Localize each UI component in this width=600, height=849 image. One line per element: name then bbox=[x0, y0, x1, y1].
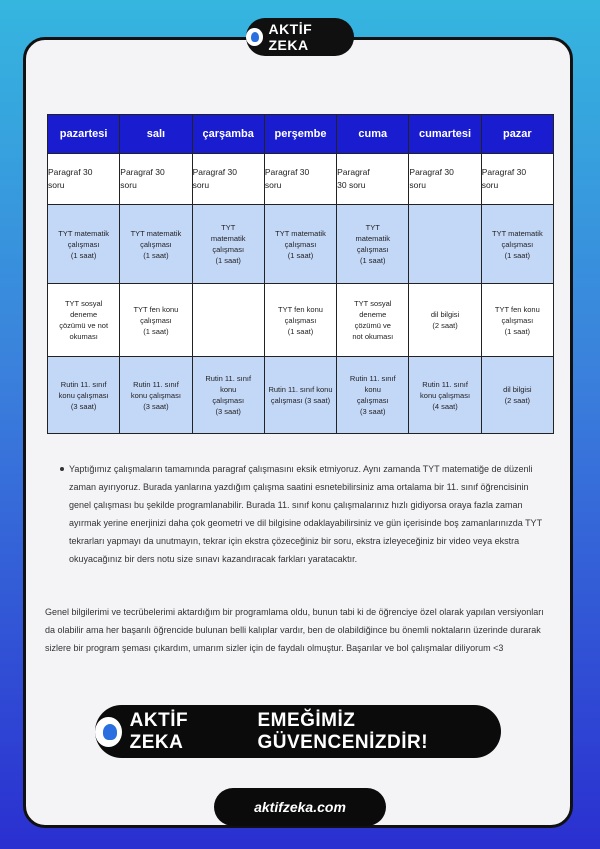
cell-text: Paragraf 30 soru bbox=[264, 167, 310, 190]
table-cell bbox=[337, 284, 409, 357]
table-cell bbox=[48, 284, 120, 357]
table-cell bbox=[409, 154, 481, 205]
table-header-row bbox=[48, 115, 554, 154]
cell-text: TYT matematik çalışması (1 saat) bbox=[58, 228, 109, 260]
table-cell bbox=[481, 154, 553, 205]
table-cell bbox=[264, 357, 336, 434]
header-day: perşembe bbox=[264, 115, 336, 154]
table-cell bbox=[192, 284, 264, 357]
cell-text: Paragraf 30 soru bbox=[192, 167, 237, 190]
cell-text: Rutin 11. sınıf konu çalışması (3 saat) bbox=[349, 374, 396, 416]
bullet-dot-icon bbox=[60, 467, 64, 471]
cell-text: Paragraf 30 soru bbox=[481, 167, 527, 190]
website-link[interactable] bbox=[214, 788, 386, 826]
weekly-schedule-table bbox=[47, 114, 554, 434]
cell-text: Paragraf 30 soru bbox=[120, 167, 165, 190]
brain-icon bbox=[95, 717, 122, 747]
table-row bbox=[48, 205, 554, 284]
table-cell bbox=[409, 357, 481, 434]
header-day: cuma bbox=[337, 115, 409, 154]
header-day: cumartesi bbox=[409, 115, 481, 154]
cell-text: TYT fen konu çalışması (1 saat) bbox=[494, 304, 540, 336]
table-row bbox=[48, 284, 554, 357]
cell-text: dil bilgisi (2 saat) bbox=[430, 310, 460, 330]
cell-text: Rutin 11. sınıf konu çalışması (3 saat) bbox=[268, 385, 333, 405]
table-cell bbox=[120, 154, 192, 205]
cell-text: TYT matematik çalışması (1 saat) bbox=[355, 223, 391, 265]
header-day: salı bbox=[120, 115, 192, 154]
table-cell bbox=[120, 205, 192, 284]
cell-text: Paragraf 30 soru bbox=[48, 167, 93, 190]
table-cell bbox=[264, 205, 336, 284]
cell-text: TYT fen konu çalışması (1 saat) bbox=[278, 304, 323, 336]
table-cell bbox=[409, 205, 481, 284]
banner-brand: AKTİF ZEKA bbox=[129, 709, 189, 753]
cell-text: TYT matematik çalışması (1 saat) bbox=[491, 228, 543, 260]
cell-text: dil bilgisi (2 saat) bbox=[503, 385, 532, 405]
table-cell bbox=[337, 154, 409, 205]
table-cell bbox=[409, 284, 481, 357]
cell-text: TYT matematik çalışması (1 saat) bbox=[210, 223, 246, 265]
cell-text: Rutin 11. sınıf konu çalışması (3 saat) bbox=[130, 379, 181, 411]
table-cell bbox=[481, 357, 553, 434]
table-cell bbox=[192, 154, 264, 205]
table-cell bbox=[264, 154, 336, 205]
header-day: çarşamba bbox=[192, 115, 264, 154]
top-logo-text: AKTİF ZEKA bbox=[268, 21, 313, 53]
table-cell bbox=[481, 284, 553, 357]
cell-text: TYT sosyal deneme çözümü ve not okuması bbox=[59, 299, 109, 341]
table-row bbox=[48, 154, 554, 205]
table-cell bbox=[192, 205, 264, 284]
table-cell bbox=[264, 284, 336, 357]
table-cell bbox=[337, 357, 409, 434]
table-cell bbox=[120, 284, 192, 357]
banner-slogan: EMEĞİMİZ GÜVENCENİZDİR! bbox=[257, 709, 429, 753]
cell-text: TYT matematik çalışması (1 saat) bbox=[275, 228, 326, 260]
cell-text: Rutin 11. sınıf konu çalışması (3 saat) bbox=[58, 379, 109, 411]
table-cell bbox=[48, 357, 120, 434]
table-cell bbox=[120, 357, 192, 434]
cell-text: Paragraf 30 soru bbox=[409, 167, 454, 190]
cell-text: TYT matematik çalışması (1 saat) bbox=[130, 228, 182, 260]
table-cell bbox=[48, 205, 120, 284]
table-cell bbox=[192, 357, 264, 434]
cell-text: Rutin 11. sınıf konu çalışması (3 saat) bbox=[205, 374, 252, 416]
bullet-text: Yaptığımız çalışmaların tamamında paragraf çalışmasını eksik etmiyoruz. Aynı zamanda TYT matematiğe de düzenli zaman ayırıyoruz. Burada yanlarına yazdığım çalışma saatini esnetebilirsiniz ama ortalama bir 11. sınıf öğrencisinin genel çalışması bu şekilde programlanabilir. Burada 11. sınıf konu çalışmalarınız hızlı gidiyorsa oraya fazla zaman ayırmak yerine enerjinizi daha çok geometri ve dil bilgisine odaklayabilirsiniz ve gün içerisinde boş zamanlarınızda TYT tekrarları yapmayı da unutmayın, tekrar için ekstra çözeceğiniz bir soru, ekstra izleyeceğiniz bir video veya ekstra okuyacağınız bir ders notu size sınavı kazandıracak farkları yaratacaktır. bbox=[69, 464, 542, 564]
bullet-paragraph bbox=[60, 460, 544, 568]
closing-paragraph: Genel bilgilerimi ve tecrübelerimi aktardığım bir programlama oldu, bunun tabi ki de öğrenciye özel olarak yapılan versiyonları da olabilir ama her başarılı öğrencide bulunan belli kalıplar vardır, ben de olabildiğince bu önemli noktaların üzerinde durarak sizlere bir program şeması çıkardım, umarım sizler için de faydalı olmuştur. Başarılar ve bol çalışmalar diliyorum <3 bbox=[45, 607, 544, 653]
table-cell bbox=[48, 154, 120, 205]
cell-text: TYT sosyal deneme çözümü ve not okuması bbox=[352, 299, 394, 341]
cell-text: TYT fen konu çalışması (1 saat) bbox=[133, 304, 179, 336]
header-day: pazar bbox=[481, 115, 553, 154]
table-row bbox=[48, 357, 554, 434]
cell-text: Rutin 11. sınıf konu çalışması (4 saat) bbox=[420, 379, 471, 411]
header-day: pazartesi bbox=[48, 115, 120, 154]
website-text[interactable]: aktifzeka.com bbox=[254, 799, 346, 815]
slogan-banner bbox=[95, 705, 501, 758]
cell-text: Paragraf 30 soru bbox=[337, 167, 370, 190]
brain-icon bbox=[246, 28, 263, 46]
table-cell bbox=[337, 205, 409, 284]
table-cell bbox=[481, 205, 553, 284]
top-logo bbox=[246, 18, 354, 56]
